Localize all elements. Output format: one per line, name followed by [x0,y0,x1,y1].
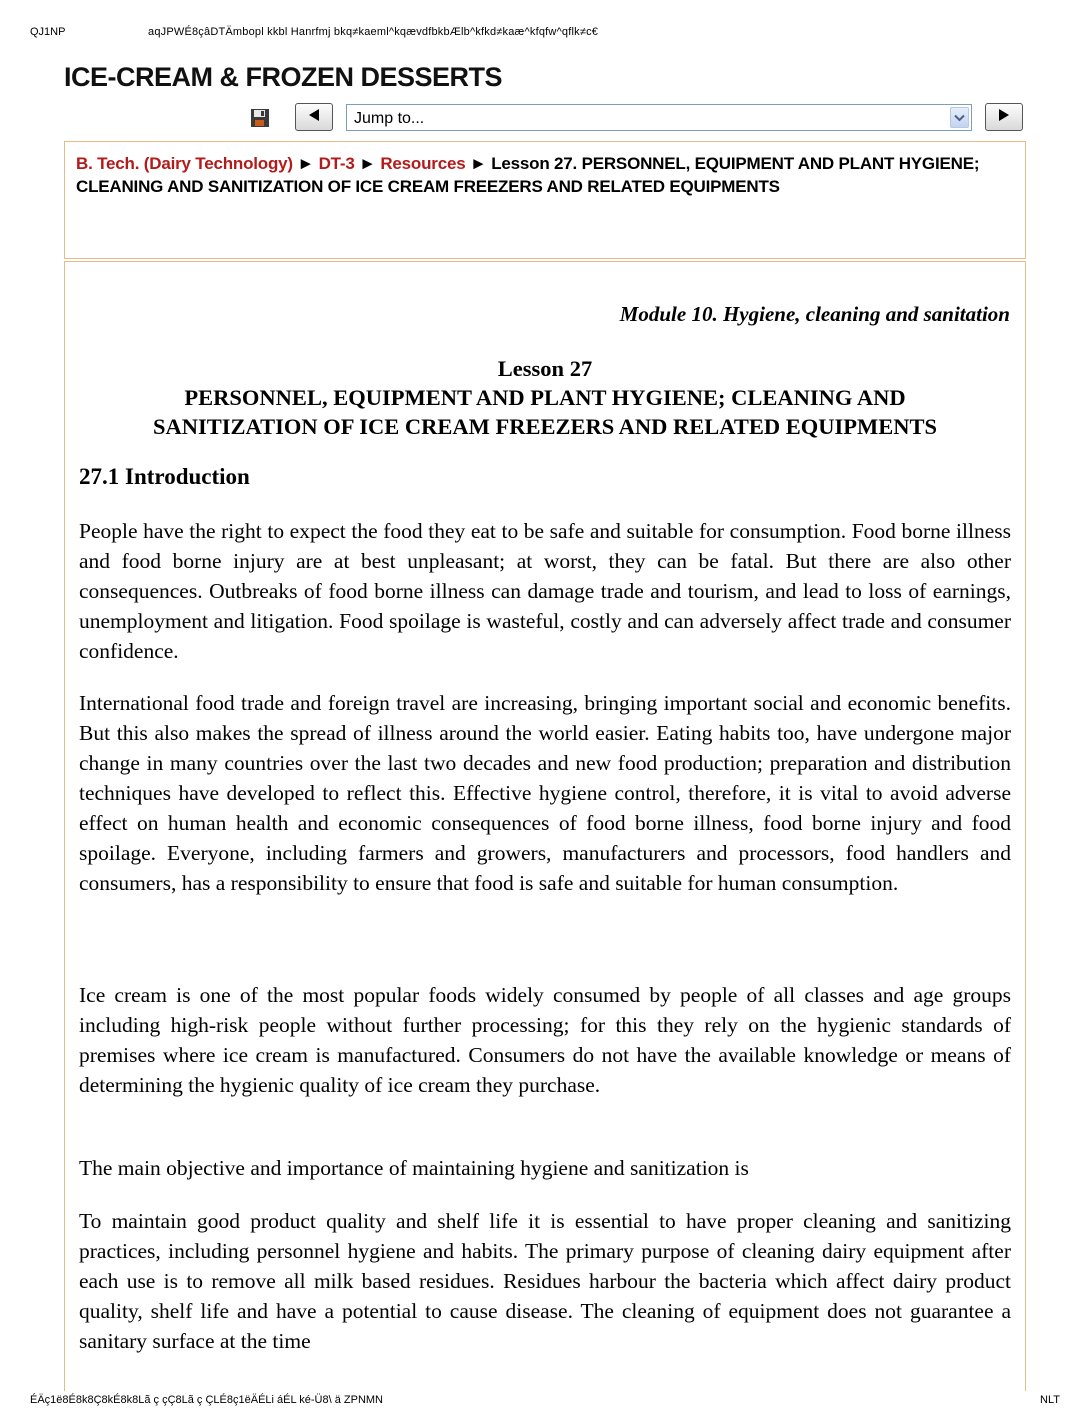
print-date: QJ1NP [30,26,66,38]
paragraph: The main objective and importance of maintaining hygiene and sanitization is [79,1156,749,1180]
paragraph: People have the right to expect the food they eat to be safe and suitable for consumption. Food borne illness and food borne injury are at best unpleasant; at worst, they can be fatal. But there are also other consequences. Outbreaks of food borne illness can damage trade and tourism, and lead to loss of earnings, unemployment and litigation. Food spoilage is wasteful, costly and can adversely affect trade and consumer confidence. [79,519,1011,663]
breadcrumb-link-dt3[interactable]: DT-3 [318,154,355,173]
jump-to-value: Jump to... [354,110,425,127]
breadcrumb-link-course[interactable]: B. Tech. (Dairy Technology) [76,154,293,173]
paragraph: To maintain good product quality and shelf life it is essential to have proper cleaning and sanitizing practices, including personnel hygiene and habits. The primary purpose of cleaning dairy equipment after each use is to remove all milk based residues. Residues harbour the bacteria which affect dairy product quality, shelf life and have a potential to cause disease. The cleaning of equipment does not guarantee a sanitary surface at the time [79,1209,1011,1353]
save-icon[interactable] [250,108,270,128]
navigation-bar [250,102,1030,134]
module-title: Module 10. Hygiene, cleaning and sanitation [619,302,1010,326]
breadcrumb [76,152,1016,198]
course-title: ICE-CREAM & FROZEN DESSERTS [64,62,503,92]
print-url: aqJPWÉ8çâDTÄmbopl kkbl Hanrfmj bkq≠kaeml^kqævdfbkbÆlb^kfkd≠kaæ^kfqfw^qflk≠c€ [148,26,599,38]
paragraph: Ice cream is one of the most popular foods widely consumed by people of all classes and age groups including high-risk people without further processing; for this they rely on the hygienic standards of premises where ice cream is manufactured. Consumers do not have the available knowledge or means of determining the hygienic quality of ice cream they purchase. [79,983,1011,1097]
lesson-title-line-1: PERSONNEL, EQUIPMENT AND PLANT HYGIENE; CLEANING AND [184,385,906,410]
breadcrumb-separator: ► [297,154,315,173]
print-footer [30,1394,1060,1408]
triangle-left-icon [307,108,321,127]
breadcrumb-separator: ► [470,154,487,173]
breadcrumb-separator: ► [359,154,376,173]
previous-button[interactable] [295,103,333,131]
breadcrumb-current: Lesson 27. PERSONNEL, EQUIPMENT AND PLANT HYGIENE; CLEANING AND SANITIZATION OF ICE CREAM FREEZERS AND RELATED EQUIPMENTS [76,154,980,196]
lesson-content [64,261,1026,1391]
print-header [30,26,1060,40]
section-heading: 27.1 Introduction [79,464,250,489]
triangle-right-icon [997,108,1011,127]
print-footer-url: ÉÄç1ë8É8k8Ç8kÉ8k8Lã ç çÇ8Lã ç ÇLÉ8ç1ëÄÉLi áÉL ké-Ü8\ ä ZPNMN [30,1394,383,1406]
jump-to-select[interactable] [346,104,972,131]
paragraph: International food trade and foreign travel are increasing, bringing important social and economic benefits. But this also makes the spread of illness around the world easier. Eating habits too, have undergone major change in many countries over the last two decades and new food production; preparation and distribution techniques have developed to reflect this. Effective hygiene control, therefore, it is vital to avoid adverse effect on human health and economic consequences of food borne illness, food borne injury and food spoilage. Everyone, including farmers and growers, manufacturers and processors, food handlers and consumers, has a responsibility to ensure that food is safe and suitable for human consumption. [79,691,1011,895]
breadcrumb-box [64,141,1026,259]
lesson-title-line-2: SANITIZATION OF ICE CREAM FREEZERS AND RELATED EQUIPMENTS [152,414,938,439]
lesson-heading [65,354,1025,441]
next-button[interactable] [985,103,1023,131]
lesson-number: Lesson 27 [497,356,593,381]
print-footer-page: NLT [1040,1394,1060,1406]
chevron-down-icon[interactable] [950,107,969,128]
breadcrumb-link-resources[interactable]: Resources [380,154,466,173]
